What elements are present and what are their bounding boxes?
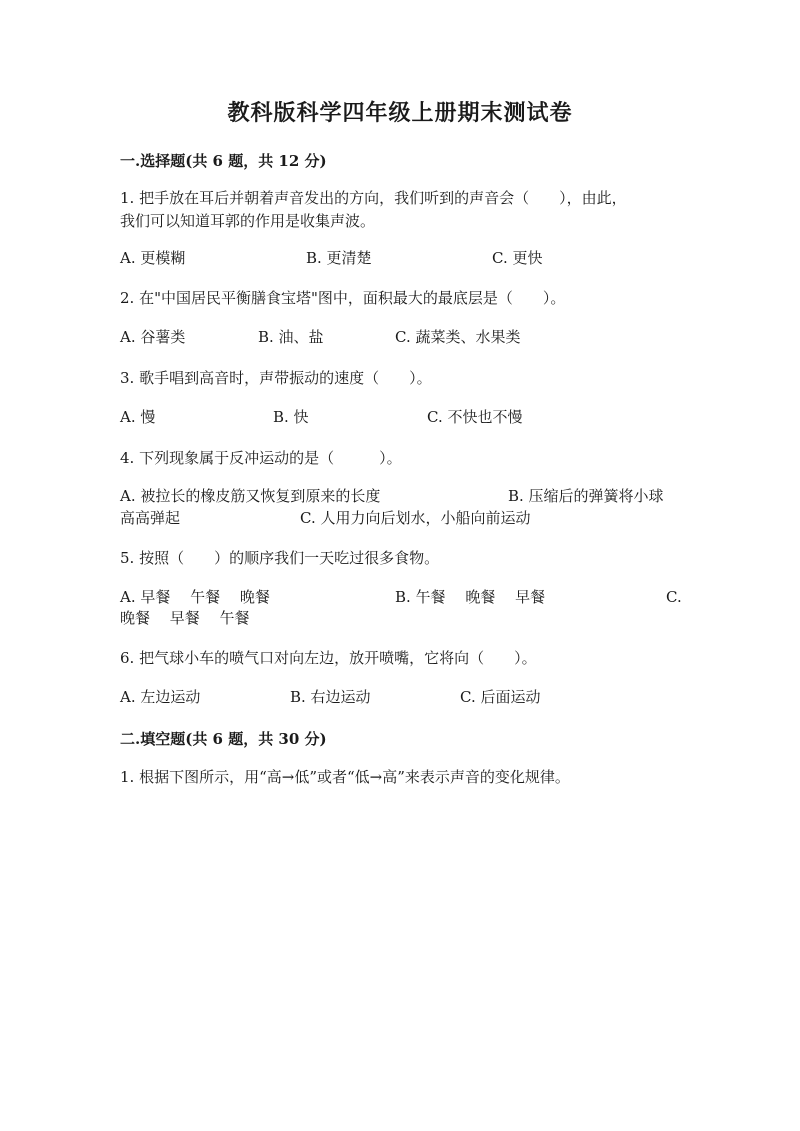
question-6-option-b: B. 右边运动 bbox=[290, 688, 371, 706]
question-2 bbox=[120, 287, 680, 310]
question-2-option-c: C. 蔬菜类、水果类 bbox=[395, 328, 521, 346]
section-heading-fill: 二.填空题(共 6 题，共 30 分) bbox=[120, 730, 327, 748]
question-4-option-b: B. 压缩后的弹簧将小球 bbox=[508, 487, 664, 505]
question-2-stem: 2. 在"中国居民平衡膳食宝塔"图中，面积最大的最底层是（ ）。 bbox=[120, 289, 566, 307]
question-5-option-b: B. 午餐 晚餐 早餐 bbox=[395, 588, 546, 606]
question-2-option-b: B. 油、盐 bbox=[258, 328, 324, 346]
question-4 bbox=[120, 447, 680, 470]
question-4-stem: 4. 下列现象属于反冲运动的是（ ）。 bbox=[120, 449, 402, 467]
question-5-option-c-continued: 晚餐 早餐 午餐 bbox=[120, 609, 250, 627]
question-5-option-a: A. 早餐 午餐 晚餐 bbox=[120, 588, 270, 606]
question-1-stem-line1: 1. 把手放在耳后并朝着声音发出的方向，我们听到的声音会（ ），由此， bbox=[120, 189, 627, 207]
question-4-option-c: C. 人用力向后划水，小船向前运动 bbox=[300, 509, 531, 527]
question-5-stem: 5. 按照（ ）的顺序我们一天吃过很多食物。 bbox=[120, 549, 440, 567]
question-3-option-b: B. 快 bbox=[273, 408, 309, 426]
page-title: 教科版科学四年级上册期末测试卷 bbox=[227, 100, 573, 126]
question-5-option-c: C. bbox=[666, 588, 682, 606]
question-3-stem: 3. 歌手唱到高音时，声带振动的速度（ ）。 bbox=[120, 369, 432, 387]
question-2-option-a: A. 谷薯类 bbox=[120, 328, 186, 346]
question-1-option-b: B. 更清楚 bbox=[306, 249, 372, 267]
question-1 bbox=[120, 187, 680, 233]
question-4-option-a: A. 被拉长的橡皮筋又恢复到原来的长度 bbox=[120, 487, 381, 505]
question-3 bbox=[120, 367, 680, 390]
question-4-option-b-continued: 高高弹起 bbox=[120, 509, 181, 527]
question-1-option-c: C. 更快 bbox=[492, 249, 543, 267]
question-1-stem-line2: 我们可以知道耳郭的作用是收集声波。 bbox=[120, 212, 376, 230]
question-6 bbox=[120, 647, 680, 670]
question-6-option-a: A. 左边运动 bbox=[120, 688, 201, 706]
question-6-stem: 6. 把气球小车的喷气口对向左边，放开喷嘴，它将向（ ）。 bbox=[120, 649, 537, 667]
question-1-option-a: A. 更模糊 bbox=[120, 249, 186, 267]
fill-question-1: 1. 根据下图所示，用“高→低”或者“低→高”来表示声音的变化规律。 bbox=[120, 768, 570, 786]
question-6-option-c: C. 后面运动 bbox=[460, 688, 541, 706]
question-5 bbox=[120, 547, 680, 570]
section-heading-choice: 一.选择题(共 6 题，共 12 分) bbox=[120, 152, 327, 170]
question-3-option-a: A. 慢 bbox=[120, 408, 156, 426]
question-3-option-c: C. 不快也不慢 bbox=[427, 408, 523, 426]
